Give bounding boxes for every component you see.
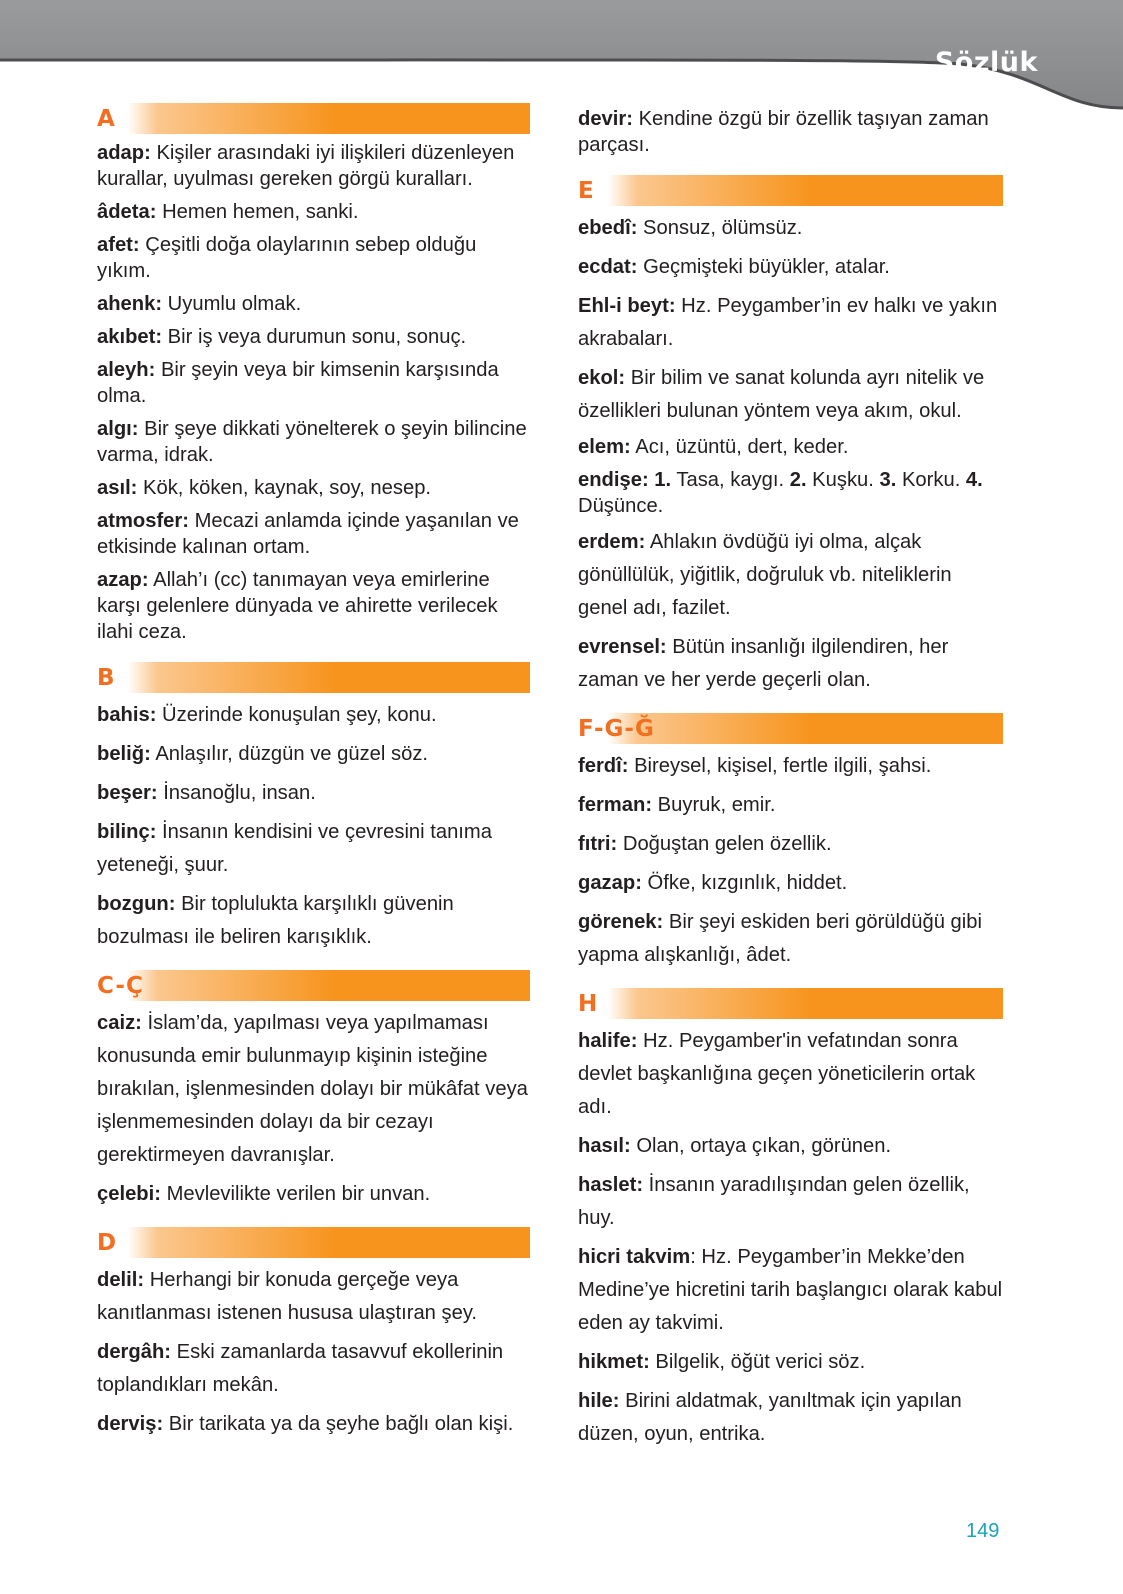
entry-definition: Tasa, kaygı. (671, 469, 790, 491)
entry-term: görenek: (578, 911, 664, 933)
entry-definition: Bir bilim ve sanat kolunda ayrı nitelik ve özellikleri bulunan yöntem veya akım, okul. (578, 367, 985, 422)
entry-definition: Düşünce. (578, 495, 664, 517)
entry (578, 750, 1003, 783)
entry-definition: Doğuştan gelen özellik. (617, 833, 832, 855)
entry (578, 1241, 1003, 1340)
entry-term: hicri takvim (578, 1246, 691, 1268)
entry-definition: Uyumlu olmak. (162, 293, 302, 315)
entry (97, 232, 530, 284)
entry (578, 290, 1003, 356)
entry (97, 475, 530, 501)
entry-definition: Hz. Peygamber’in ev halkı ve yakın akrabaları. (578, 295, 998, 350)
entry (97, 567, 530, 645)
entry-term: ecdat: (578, 256, 638, 278)
entry-definition: Bireysel, kişisel, fertle ilgili, şahsi. (628, 755, 932, 777)
entry (578, 251, 1003, 284)
entry-term: elem: (578, 436, 631, 458)
entry-term: azap: (97, 569, 149, 591)
right-column (578, 106, 1003, 1457)
entry (97, 1178, 530, 1211)
entry-term: atmosfer: (97, 510, 189, 532)
entry-definition: Çeşitli doğa olaylarının sebep olduğu yıkım. (97, 234, 477, 282)
entry-term: akıbet: (97, 326, 163, 348)
entry-number: 1. (654, 469, 672, 491)
entry-term: asıl: (97, 477, 138, 499)
entry-term: aleyh: (97, 359, 156, 381)
entry-term: çelebi: (97, 1183, 161, 1205)
section-bar-b (97, 662, 530, 693)
entry-term: evrensel: (578, 636, 667, 658)
entry-definition: Anlaşılır, düzgün ve güzel söz. (150, 743, 429, 765)
entry-definition: Kendine özgü bir özellik taşıyan zaman parçası. (578, 108, 989, 156)
section-letter: D (97, 1230, 118, 1256)
entry-definition: Herhangi bir konuda gerçeğe veya kanıtlanması istenen hususa ulaştıran şey. (97, 1269, 478, 1324)
entry-term: adap: (97, 142, 151, 164)
left-column (97, 103, 530, 1447)
entry-term: algı: (97, 418, 139, 440)
entry (578, 867, 1003, 900)
entry (97, 324, 530, 350)
entry-definition: İnsanın kendisini ve çevresini tanıma yeteneği, şuur. (97, 821, 492, 876)
entry-term: ferdî: (578, 755, 629, 777)
entry-term: derviş: (97, 1413, 164, 1435)
entry-term: ahenk: (97, 293, 163, 315)
entry-term: Ehl-i beyt: (578, 295, 676, 317)
entry (97, 1007, 530, 1172)
entry-term: hasıl: (578, 1135, 631, 1157)
entry-definition: Geçmişteki büyükler, atalar. (637, 256, 890, 278)
entry-term: halife: (578, 1030, 638, 1052)
entry (97, 699, 530, 732)
entry-definition: Allah’ı (cc) tanımayan veya emirlerine karşı gelenlere dünyada ve ahirette verilecek ilahi ceza. (97, 569, 498, 643)
entry-definition: Mevlevilikte verilen bir unvan. (160, 1183, 431, 1205)
entry (578, 789, 1003, 822)
entry-definition: Hz. Peygamber'in vefatından sonra devlet başkanlığına geçen yöneticilerin ortak adı. (578, 1030, 976, 1118)
entry-definition: Bir şeye dikkati yönelterek o şeyin bilincine varma, idrak. (97, 418, 527, 466)
page-title: Sözlük (934, 47, 1038, 78)
entry (578, 1130, 1003, 1163)
entry (97, 816, 530, 882)
entry (578, 212, 1003, 245)
entry-term: caiz: (97, 1012, 142, 1034)
entry-term: bilinç: (97, 821, 157, 843)
entry-number: 2. (789, 469, 807, 491)
entry-definition: Bir iş veya durumun sonu, sonuç. (162, 326, 467, 348)
entry (97, 1336, 530, 1402)
entry-definition: Birini aldatmak, yanıltmak için yapılan düzen, oyun, entrika. (578, 1390, 962, 1445)
entry-term: erdem: (578, 531, 646, 553)
entry-definition: Ahlakın övdüğü iyi olma, alçak gönüllülük, yiğitlik, doğruluk vb. niteliklerin genel adı, fazilet. (578, 531, 952, 619)
entry (97, 888, 530, 954)
entry (578, 1169, 1003, 1235)
entry-term: âdeta: (97, 201, 157, 223)
entry-term: delil: (97, 1269, 145, 1291)
entry-term: haslet: (578, 1174, 644, 1196)
entry (578, 362, 1003, 428)
entry-definition: : Hz. Peygamber’in Mekke’den Medine’ye hicretini tarih başlangıcı olarak kabul eden ay takvimi. (578, 1246, 1003, 1334)
entry-definition: Kuşku. (806, 469, 880, 491)
entry-definition: Acı, üzüntü, dert, keder. (630, 436, 849, 458)
entry-number: 4. (965, 469, 983, 491)
entry (97, 738, 530, 771)
entry-term: afet: (97, 234, 140, 256)
page-number: 149 (966, 1520, 1000, 1542)
entry-number: 3. (879, 469, 897, 491)
section-bar-e (578, 175, 1003, 206)
entry (578, 526, 1003, 625)
entry (578, 828, 1003, 861)
entry (97, 416, 530, 468)
entry-term: bozgun: (97, 893, 176, 915)
entry-term: beliğ: (97, 743, 151, 765)
entry-term: endişe: (578, 469, 649, 491)
entry (97, 777, 530, 810)
section-bar-d (97, 1227, 530, 1258)
entry (578, 434, 1003, 460)
entry-definition: Eski zamanlarda tasavvuf ekollerinin toplandıkları mekân. (97, 1341, 504, 1396)
section-letter: A (97, 106, 116, 132)
entry-definition: Bir şeyi eskiden beri görüldüğü gibi yapma alışkanlığı, âdet. (578, 911, 982, 966)
entry (97, 291, 530, 317)
entry-term: ebedî: (578, 217, 638, 239)
entry-term: ekol: (578, 367, 626, 389)
entry-definition: Bilgelik, öğüt verici söz. (649, 1351, 866, 1373)
entry (97, 1264, 530, 1330)
entry-definition: İnsanoğlu, insan. (157, 782, 316, 804)
entry-term: devir: (578, 108, 633, 130)
entry (97, 199, 530, 225)
entry-definition: Sonsuz, ölümsüz. (637, 217, 803, 239)
entry (578, 631, 1003, 697)
section-bar-a (97, 103, 530, 134)
section-bar-h (578, 988, 1003, 1019)
entry-definition: Bir tarikata ya da şeyhe bağlı olan kişi. (163, 1413, 514, 1435)
entry (578, 1025, 1003, 1124)
section-letter: F-G-Ğ (578, 716, 655, 742)
entry-definition: Korku. (896, 469, 966, 491)
entry-definition: Bir şeyin veya bir kimsenin karşısında olma. (97, 359, 499, 407)
entry-definition: İnsanın yaradılışından gelen özellik, huy. (578, 1174, 970, 1229)
entry-definition: Buyruk, emir. (652, 794, 776, 816)
entry (578, 1346, 1003, 1379)
entry-term: beşer: (97, 782, 158, 804)
entry (578, 1385, 1003, 1451)
entry-term: bahis: (97, 704, 157, 726)
entry-term: hile: (578, 1390, 620, 1412)
entry-definition: Bütün insanlığı ilgilendiren, her zaman ve her yerde geçerli olan. (578, 636, 949, 691)
entry-definition: Öfke, kızgınlık, hiddet. (641, 872, 848, 894)
entry-term: ferman: (578, 794, 653, 816)
section-letter: H (578, 991, 599, 1017)
entry-term: fıtri: (578, 833, 618, 855)
section-bar-f (578, 713, 1003, 744)
entry (578, 467, 1003, 519)
entry (97, 508, 530, 560)
entry-term: dergâh: (97, 1341, 172, 1363)
entry (97, 357, 530, 409)
entry-definition: Üzerinde konuşulan şey, konu. (156, 704, 437, 726)
entry (578, 106, 1003, 158)
entry-definition: Olan, ortaya çıkan, görünen. (630, 1135, 892, 1157)
entry-definition: Mecazi anlamda içinde yaşanılan ve etkisinde kalınan ortam. (97, 510, 519, 558)
entry-definition: Bir toplulukta karşılıklı güvenin bozulması ile beliren karışıklık. (97, 893, 454, 948)
entry (578, 906, 1003, 972)
entry-definition: Kişiler arasındaki iyi ilişkileri düzenleyen kurallar, uyulması gereken görgü kuralları. (97, 142, 515, 190)
section-bar-c (97, 970, 530, 1001)
entry-definition: Hemen hemen, sanki. (156, 201, 359, 223)
entry (97, 140, 530, 192)
entry-term: hikmet: (578, 1351, 650, 1373)
entry-term: gazap: (578, 872, 642, 894)
entry-definition: Kök, köken, kaynak, soy, nesep. (137, 477, 432, 499)
section-letter: C-Ç (97, 973, 144, 999)
entry (97, 1408, 530, 1441)
section-letter: E (578, 178, 595, 204)
entry-definition: İslam’da, yapılması veya yapılmaması konusunda emir bulunmayıp kişinin isteğine bırakılan, işlenmesinden dolayı bir mükâfat veya işlenmemesinden dolayı da bir cezayı gerektirmeyen davranışlar. (97, 1012, 528, 1166)
section-letter: B (97, 665, 116, 691)
